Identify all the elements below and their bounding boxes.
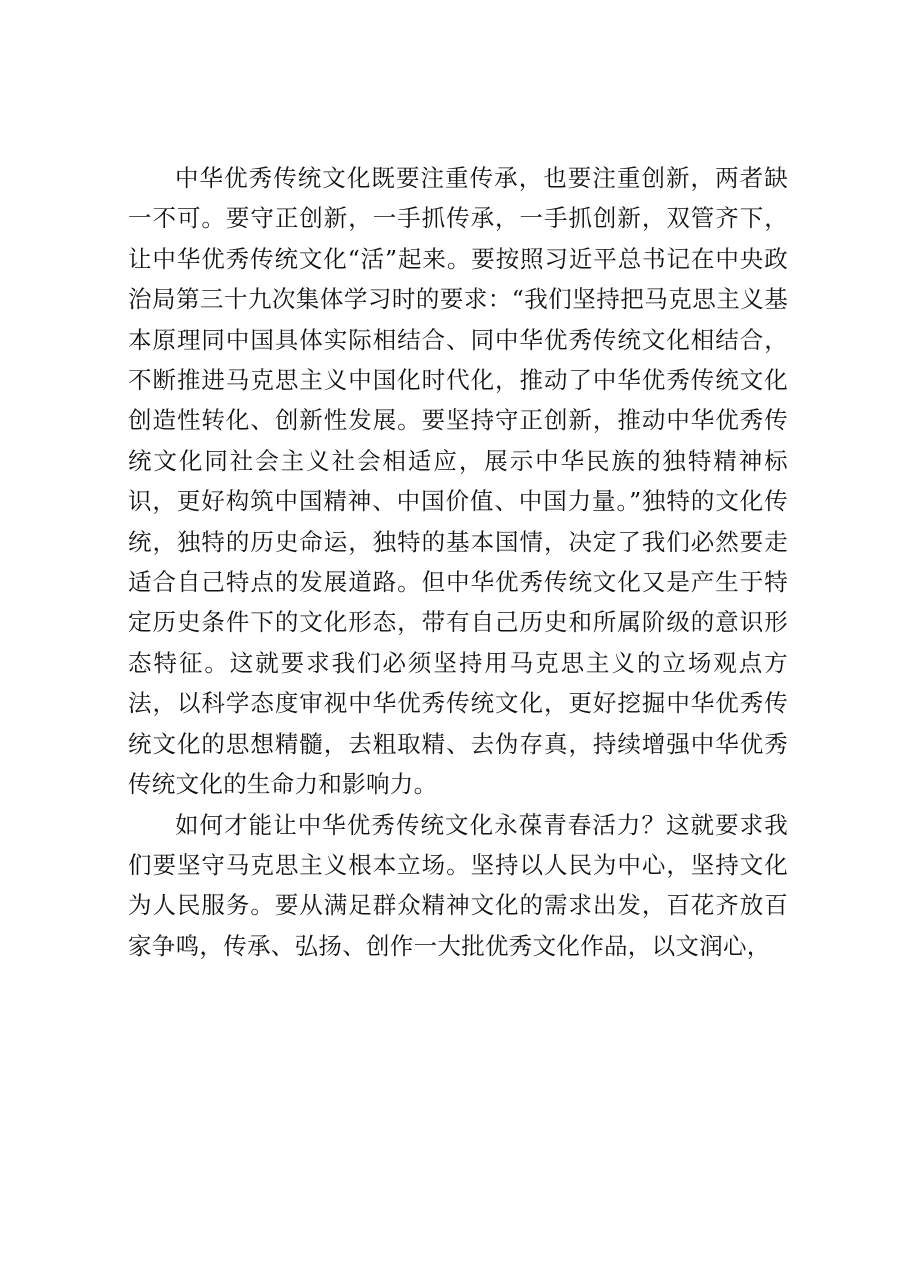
body-text (128, 158, 788, 966)
paragraph-1: 中华优秀传统文化既要注重传承，也要注重创新，两者缺一不可。要守正创新，一手抓传承，一手抓创新，双管齐下，让中华优秀传统文化“活”起来。要按照习近平总书记在中央政治局第三十九次集体学习时的要求：“我们坚持把马克思主义基本原理同中国具体实际相结合、同中华优秀传统文化相结合，不断推进马克思主义中国化时代化，推动了中华优秀传统文化创造性转化、创新性发展。要坚持守正创新，推动中华优秀传统文化同社会主义社会相适应，展示中华民族的独特精神标识，更好构筑中国精神、中国价值、中国力量。”独特的文化传统，独特的历史命运，独特的基本国情，决定了我们必然要走适合自己特点的发展道路。但中华优秀传统文化又是产生于特定历史条件下的文化形态，带有自己历史和所属阶级的意识形态特征。这就要求我们必须坚持用马克思主义的立场观点方法，以科学态度审视中华优秀传统文化，更好挖掘中华优秀传统文化的思想精髓，去粗取精、去伪存真，持续增强中华优秀传统文化的生命力和影响力。 (128, 164, 788, 799)
paragraph-2: 如何才能让中华优秀传统文化永葆青春活力？这就要求我们要坚守马克思主义根本立场。坚持以人民为中心，坚持文化为人民服务。要从满足群众精神文化的需求出发，百花齐放百家争鸣，传承、弘扬、创作一大批优秀文化作品，以文润心， (128, 810, 788, 960)
